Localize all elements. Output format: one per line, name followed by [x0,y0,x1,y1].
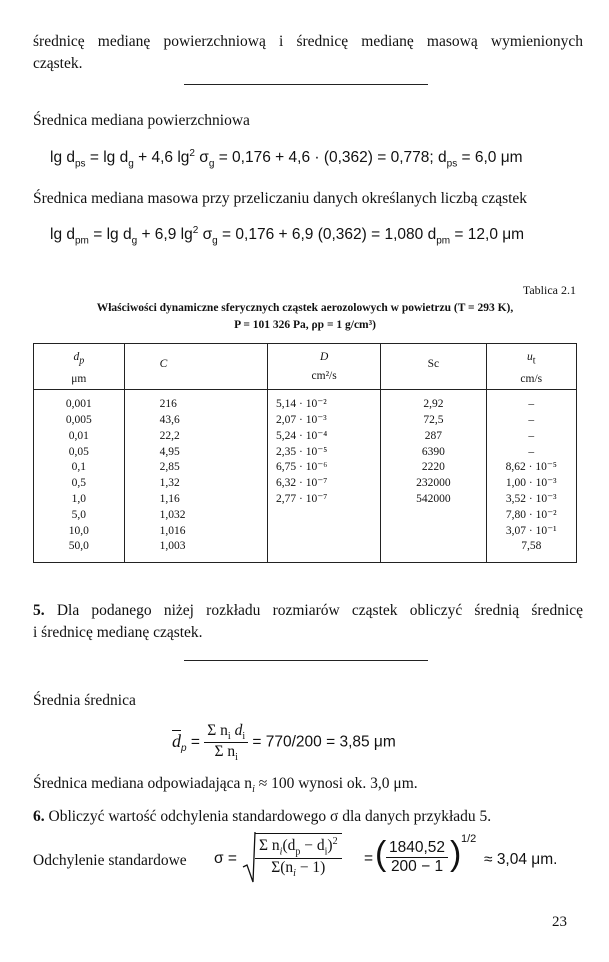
std-num-p: p [295,846,301,858]
table-row [34,445,577,461]
cell-sc: 6390 [381,445,486,461]
cell-sc: 232000 [381,476,486,492]
table-row [34,508,577,524]
mean-denominator [204,743,248,763]
eq-sigma-sub: g [212,235,218,247]
table-row [34,492,577,508]
eq-rhs1-sub: pm [436,235,451,247]
eq-mid-sub: g [128,158,134,170]
caption-line-2: P = 101 326 Pa, ρp = 1 g/cm³) [234,319,376,331]
eq-rhs1-sub: ps [446,158,458,170]
task5-line-2: i średnicę medianę cząstek. [33,624,203,641]
cell-d: 5,24 · 10⁻⁴ [267,429,380,445]
right-paren: ) [450,835,462,873]
eq-sup: 2 [189,148,195,159]
left-paren: ( [375,835,387,873]
cell-c: 1,003 [124,539,267,562]
header-d [267,344,380,390]
eq-coef: + 6,9 lg [141,226,193,244]
std-denominator [255,859,342,879]
surface-median-equation [50,148,523,169]
eq-sigma-sub: g [208,158,215,170]
cell-d: 6,32 · 10⁻⁷ [267,476,380,492]
header-c [124,344,267,390]
eq-mid: = lg d [89,149,129,167]
cell-c: 43,6 [124,413,267,429]
cell-d [267,539,380,562]
cell-sc: 2220 [381,460,486,476]
eq-sigma: σ [194,149,209,167]
std-num-text: Σ n [259,837,280,855]
cell-u: – [486,413,576,429]
task6-paragraph [33,806,491,828]
eq-lhs-sub: ps [75,158,86,170]
cell-dp: 0,005 [34,413,125,429]
header-sc [381,344,486,390]
median-line-sub: i [252,784,255,796]
cell-c: 2,85 [124,460,267,476]
mean-lhs [172,731,187,754]
eq-mid-sub: g [131,235,138,247]
cell-dp: 5,0 [34,508,125,524]
cell-c: 1,032 [124,508,267,524]
header-u-unit: cm/s [520,373,543,386]
header-c-symbol: C [159,358,168,370]
cell-dp: 0,1 [34,460,125,476]
cell-sc [381,539,486,562]
cell-dp: 0,01 [34,429,125,445]
task5-number: 5. [33,602,45,619]
header-d-symbol: D [319,351,329,363]
cell-sc: 2,92 [381,390,486,413]
header-u-sub: t [532,355,536,367]
std-label: Odchylenie standardowe [33,852,187,869]
cell-d: 2,35 · 10⁻⁵ [267,445,380,461]
eq-lhs: lg d [50,226,75,244]
header-dp-unit: μm [71,373,87,386]
cell-sc: 287 [381,429,486,445]
intro-line-2: cząstek. [33,55,83,72]
mean-lhs-symbol: $\overline{d}$ [172,731,181,752]
header-u-symbol: u [527,351,533,363]
header-dp-sub: p [79,355,85,367]
page-number: 23 [552,914,567,930]
mass-median-equation [50,225,524,246]
cell-c: 4,95 [124,445,267,461]
cell-u: 3,07 · 10⁻¹ [486,524,576,540]
std-value-fraction [386,839,448,876]
std-numerator [255,834,342,859]
cell-sc: 542000 [381,492,486,508]
mean-lhs-sub: p [181,743,187,755]
task6-number: 6. [33,808,45,825]
std-fraction [255,833,342,879]
table-row [34,460,577,476]
table-row [34,413,577,429]
table-label: Tablica 2.1 [522,283,576,297]
eq-rhs1: = 0,176 + 6,9 (0,362) = 1,080 d [222,226,437,244]
mean-numerator [204,722,248,743]
header-sc-symbol: Sc [427,358,440,370]
cell-dp: 50,0 [34,539,125,562]
cell-dp: 0,05 [34,445,125,461]
std-power: 1/2 [461,833,477,845]
num-sub2: i [242,731,246,743]
intro-paragraph [33,31,583,75]
mean-equation: $\overline{d}_p$ = $\frac{\Sigma n_i d_i}{\Sigma n_i}$ = 770/200 = 3,85 μm [172,722,396,764]
cell-d: 6,75 · 10⁻⁶ [267,460,380,476]
cell-u: – [486,429,576,445]
table-row [34,429,577,445]
table-header-row [34,344,577,390]
std-num-close: ) [327,837,333,855]
std-value-num: 1840,52 [386,839,448,858]
cell-dp: 0,5 [34,476,125,492]
std-eq: = [364,850,374,867]
eq-mid: = lg d [93,226,132,244]
cell-dp: 0,001 [34,390,125,413]
section-divider [184,84,428,85]
cell-dp: 1,0 [34,492,125,508]
intro-line-1: średnicę medianę powierzchniową i średnicę medianę masową wymienionych [33,33,583,50]
std-num-rest: − d [300,837,325,855]
cell-u: – [486,445,576,461]
table-row [34,524,577,540]
eq-lhs-sub: pm [75,235,89,247]
std-num-paren: (d [282,837,296,855]
std-num-sup: 2 [332,836,338,847]
median-line-rest: ≈ 100 wynosi ok. 3,0 μm. [254,775,418,792]
header-dp [34,344,125,390]
median-line [33,773,418,801]
den-text: Σ n [214,743,236,761]
surface-median-heading: Średnica mediana powierzchniowa [33,112,250,129]
task5-text: Dla podanego niżej rozkładu rozmiarów cząstek obliczyć średnią średnicę [56,602,584,619]
table-body [34,390,577,563]
table-row [34,539,577,562]
std-value-den: 200 − 1 [390,858,444,875]
std-den-text: Σ(n [271,859,294,877]
section-divider-2 [184,660,428,661]
cell-dp: 10,0 [34,524,125,540]
eq-lhs: lg d [50,149,75,167]
mean-fraction [204,722,248,763]
table-caption [33,300,577,334]
cell-sc [381,508,486,524]
cell-d [267,508,380,524]
std-result: ≈ 3,04 μm. [484,851,558,868]
den-sub: i [235,752,238,764]
cell-u: – [486,390,576,413]
std-sigma-eq: σ = [214,850,237,867]
cell-sc: 72,5 [381,413,486,429]
cell-c: 1,32 [124,476,267,492]
properties-table [33,343,577,563]
eq-rhs2: = 12,0 μm [454,226,525,244]
cell-u: 7,58 [486,539,576,562]
task5-paragraph [33,600,583,644]
mass-median-heading: Średnica mediana masowa przy przeliczaniu danych określanych liczbą cząstek [33,190,528,207]
cell-c: 22,2 [124,429,267,445]
std-num-sub: i [279,846,283,858]
num-sub1: i [227,731,231,743]
header-d-unit: cm²/s [311,370,337,382]
caption-line-1: Właściwości dynamiczne sferycznych cząstek aerozolowych w powietrzu (T = 293 K), [96,302,514,314]
std-den-sub: i [293,868,296,880]
mean-heading: Średnia średnica [33,692,136,709]
table-row [34,476,577,492]
cell-d: 2,77 · 10⁻⁷ [267,492,380,508]
task6-text: Obliczyć wartość odchylenia standardowego σ dla danych przykładu 5. [48,808,492,825]
num-text: Σ n [207,722,228,739]
cell-u: 8,62 · 10⁻⁵ [486,460,576,476]
cell-c: 216 [124,390,267,413]
cell-d [267,524,380,540]
cell-u: 1,00 · 10⁻³ [486,476,576,492]
eq-rhs1: = 0,176 + 4,6 · (0,362) = 0,778; d [218,149,447,167]
cell-c: 1,016 [124,524,267,540]
eq-rhs2: = 6,0 μm [461,149,523,167]
cell-d: 5,14 · 10⁻² [267,390,380,413]
std-num-i: i [324,846,328,858]
mean-rhs: = 770/200 = 3,85 μm [252,733,396,751]
median-line-text: Średnica mediana odpowiadająca n [33,775,253,792]
eq-sigma: σ [198,226,213,244]
cell-u: 7,80 · 10⁻² [486,508,576,524]
std-den-rest: − 1) [295,859,326,877]
cell-u: 3,52 · 10⁻³ [486,492,576,508]
header-dp-symbol: d [73,351,80,363]
eq-coef: + 4,6 lg [138,149,190,167]
table-row [34,390,577,413]
cell-sc [381,524,486,540]
radical-icon [242,831,256,883]
task5-line-1 [33,600,583,622]
cell-d: 2,07 · 10⁻³ [267,413,380,429]
eq-sup: 2 [192,225,199,236]
cell-c: 1,16 [124,492,267,508]
num-d: d [230,722,243,739]
header-u [486,344,576,390]
